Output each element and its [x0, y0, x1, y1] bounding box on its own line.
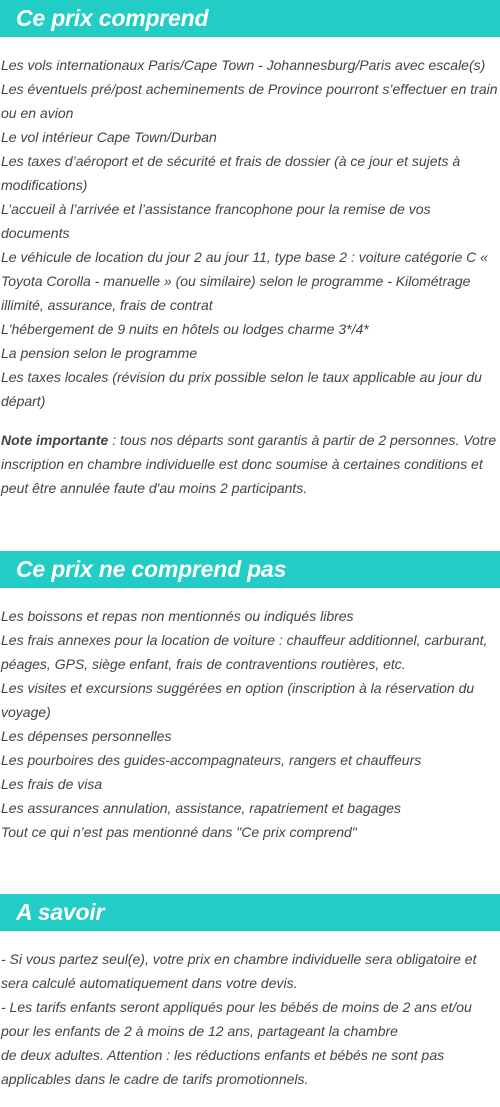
- includes-title: Ce prix comprend: [16, 5, 209, 31]
- list-item: Le véhicule de location du jour 2 au jour 11, type base 2 : voiture catégorie C « Toyota Corolla - manuelle » (ou similaire) selon le programme - Kilométrage illimité, assurance, frais de contrat: [1, 249, 488, 313]
- list-item: Les taxes locales (révision du prix possible selon le taux applicable au jour du départ): [1, 369, 482, 409]
- includes-header: [0, 0, 500, 37]
- excludes-title: Ce prix ne comprend pas: [16, 556, 287, 582]
- excludes-header: [0, 551, 500, 588]
- list-item: L’accueil à l’arrivée et l’assistance francophone pour la remise de vos documents: [1, 201, 431, 241]
- includes-list: [1, 53, 499, 413]
- list-item: Les vols internationaux Paris/Cape Town - Johannesburg/Paris avec escale(s): [1, 57, 486, 73]
- list-item: - Si vous partez seul(e), votre prix en chambre individuelle sera obligatoire et sera calculé automatiquement dans votre devis.: [1, 951, 477, 991]
- list-item: de deux adultes. Attention : les réductions enfants et bébés ne sont pas applicables dans le cadre de tarifs promotionnels.: [1, 1047, 445, 1087]
- list-item: Les éventuels pré/post acheminements de Province pourront s’effectuer en train ou en avion: [1, 81, 498, 121]
- excludes-list: [1, 604, 499, 844]
- good-to-know-header: [0, 894, 500, 931]
- good-to-know-list: [1, 947, 499, 1091]
- list-item: Les boissons et repas non mentionnés ou indiqués libres: [1, 608, 354, 624]
- list-item: Les assurances annulation, assistance, rapatriement et bagages: [1, 800, 402, 816]
- important-note: [1, 428, 499, 500]
- list-item: Le vol intérieur Cape Town/Durban: [1, 129, 217, 145]
- list-item: Les frais annexes pour la location de voiture : chauffeur additionnel, carburant, péages, GPS, siège enfant, frais de contraventions routières, etc.: [1, 632, 488, 672]
- list-item: - Les tarifs enfants seront appliqués pour les bébés de moins de 2 ans et/ou pour les enfants de 2 à moins de 12 ans, partageant la chambre: [1, 999, 472, 1039]
- list-item: La pension selon le programme: [1, 345, 198, 361]
- note-label: Note importante: [1, 432, 109, 448]
- list-item: Les pourboires des guides-accompagnateurs, rangers et chauffeurs: [1, 752, 422, 768]
- good-to-know-title: A savoir: [16, 899, 105, 925]
- list-item: Tout ce qui n’est pas mentionné dans "Ce prix comprend": [1, 824, 357, 840]
- list-item: Les taxes d’aéroport et de sécurité et frais de dossier (à ce jour et sujets à modifications): [1, 153, 461, 193]
- list-item: Les dépenses personnelles: [1, 728, 172, 744]
- note-text: : tous nos départs sont garantis à partir de 2 personnes. Votre inscription en chambre individuelle est donc soumise à certaines conditions et peut être annulée faute d'au moins 2 participants.: [1, 432, 497, 496]
- list-item: L'hébergement de 9 nuits en hôtels ou lodges charme 3*/4*: [1, 321, 369, 337]
- list-item: Les visites et excursions suggérées en option (inscription à la réservation du voyage): [1, 680, 475, 720]
- list-item: Les frais de visa: [1, 776, 103, 792]
